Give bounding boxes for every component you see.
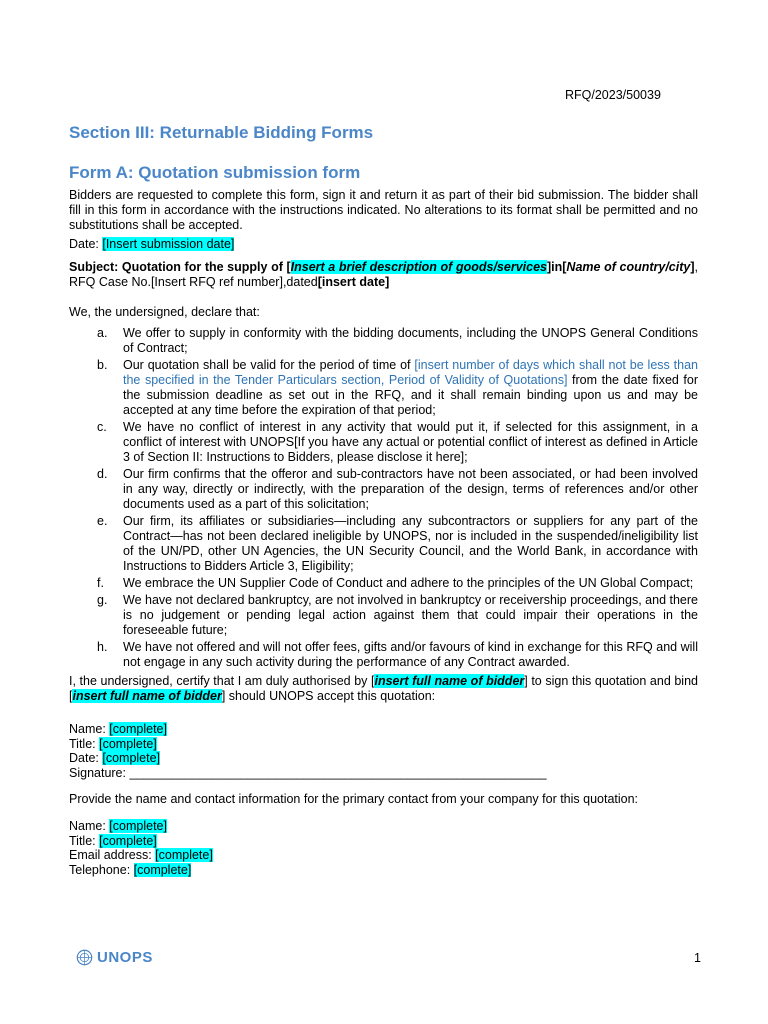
item-text: Our firm confirms that the offeror and sub-contractors have not been associated, or had been involved in any way, directly or indirectly, with the preparation of the design, terms of references and/or other documents used as a part of this solicitation; <box>123 467 698 511</box>
signature-line[interactable]: ____________________________________________________________ <box>129 765 547 780</box>
certify-paragraph <box>69 674 698 704</box>
item-text: We have not declared bankruptcy, are not involved in bankruptcy or receivership proceedings, and there is no judgement or pending legal action against them that could impair their operations in the foreseeable future; <box>123 593 698 637</box>
rfq-reference: RFQ/2023/50039 <box>565 88 661 102</box>
list-item <box>69 514 698 574</box>
certify-text: I, the undersigned, certify that I am duly authorised by [ <box>69 674 375 688</box>
contact-name-label: Name: <box>69 819 110 833</box>
contact-phone-field[interactable]: [complete] <box>133 862 192 877</box>
logo-wordmark: UNOPS <box>97 949 153 966</box>
signer-name-row <box>69 722 698 737</box>
list-item <box>69 593 698 638</box>
intro-paragraph: Bidders are requested to complete this form, sign it and return it as part of their bid submission. The bidder shall fill in this form in accordance with the instructions indicated. No alterations to its format shall be permitted and no substitutions shall be accepted. <box>69 188 698 232</box>
list-item <box>69 576 698 591</box>
form-title: Form A: Quotation submission form <box>69 163 361 182</box>
item-letter: g. <box>97 593 108 607</box>
unops-logo <box>76 949 153 966</box>
list-item <box>69 420 698 465</box>
bidder-name-placeholder[interactable]: insert full name of bidder <box>374 674 525 688</box>
signer-title-field[interactable]: [complete] <box>99 736 157 751</box>
contact-block <box>69 819 698 877</box>
item-letter: e. <box>97 514 108 528</box>
signer-date-field[interactable]: [complete] <box>102 751 161 765</box>
section-title: Section III: Returnable Bidding Forms <box>69 123 374 142</box>
certify-text: ] should UNOPS accept this quotation: <box>221 689 436 703</box>
contact-email-row <box>69 848 698 863</box>
item-text: We have no conflict of interest in any activity that would put it, if selected for this assignment, in a conflict of interest with UNOPS[If you have any actual or potential conflict of interest as defined in Article 3 of Section II: Instructions to Bidders, please disclose it here]; <box>123 420 698 464</box>
contact-name-row <box>69 819 698 834</box>
contact-title-label: Title: <box>69 833 100 848</box>
item-letter: h. <box>97 640 108 654</box>
date-label: Date: <box>69 237 103 251</box>
page-number: 1 <box>694 951 701 965</box>
list-item <box>69 467 698 512</box>
rfq-case-text: , RFQ Case No.[Insert RFQ ref number],dated <box>69 260 698 289</box>
signer-title-row <box>69 737 698 752</box>
item-text: Our firm, its affiliates or subsidiaries—including any subcontractors or suppliers for any part of the Contract—has not been declared ineligible by UNOPS, nor is included in the suspended/ineligibility list of the UN/PD, other UN Agencies, the UN Security Council, and the World Bank, in accordance with Instructions to Bidders Article 3, Eligibility; <box>123 514 698 573</box>
certify-text: ] to sign this quotation and bind [ <box>69 674 698 703</box>
signer-date-label: Date: <box>69 751 103 765</box>
un-emblem-icon <box>76 949 93 966</box>
list-item <box>69 640 698 670</box>
item-text: We have not offered and will not offer fees, gifts and/or favours of kind in exchange for this RFQ and will not engage in any such activity during the performance of any Contract awarded. <box>123 640 698 669</box>
subject-mid: ]in[ <box>546 260 567 274</box>
declare-intro: We, the undersigned, declare that: <box>69 305 260 319</box>
contact-phone-label: Telephone: <box>69 862 134 877</box>
contact-title-row <box>69 834 698 849</box>
validity-days-placeholder[interactable]: [insert number of days which shall not be less than the specified in the Tender Particulars section, Period of Validity of Quotations] <box>123 358 698 387</box>
item-letter: b. <box>97 358 108 372</box>
contact-phone-row <box>69 863 698 878</box>
signature-row <box>69 766 698 781</box>
contact-email-label: Email address: <box>69 848 156 862</box>
contact-intro: Provide the name and contact information for the primary contact from your company for this quotation: <box>69 792 639 806</box>
form-body <box>69 188 698 877</box>
list-item <box>69 326 698 356</box>
signature-label: Signature: <box>69 765 130 780</box>
item-letter: c. <box>97 420 107 434</box>
item-letter: d. <box>97 467 108 481</box>
subject-close: ] <box>690 260 695 274</box>
signer-title-label: Title: <box>69 736 100 751</box>
item-text: We embrace the UN Supplier Code of Conduct and adhere to the principles of the UN Global Compact; <box>123 576 694 590</box>
insert-date-placeholder[interactable]: [insert date] <box>317 275 390 289</box>
signer-name-label: Name: <box>69 722 110 736</box>
list-item <box>69 358 698 418</box>
item-letter: a. <box>97 326 108 340</box>
signer-name-field[interactable]: [complete] <box>109 722 167 736</box>
bidder-name-placeholder[interactable]: insert full name of bidder <box>72 689 222 703</box>
country-placeholder[interactable]: Name of country/city <box>566 260 691 274</box>
subject-line <box>69 260 698 290</box>
item-text: We offer to supply in conformity with the bidding documents, including the UNOPS General Conditions of Contract; <box>123 326 698 355</box>
goods-description-placeholder[interactable]: Insert a brief description of goods/services <box>290 260 547 274</box>
signer-date-row <box>69 751 698 766</box>
contact-title-field[interactable]: [complete] <box>99 833 157 848</box>
contact-name-field[interactable]: [complete] <box>109 819 167 833</box>
signer-block <box>69 722 698 780</box>
contact-email-field[interactable]: [complete] <box>155 848 213 862</box>
date-line <box>69 237 698 252</box>
item-letter: f. <box>97 576 104 590</box>
item-text: Our quotation shall be valid for the period of time of <box>123 358 415 372</box>
date-placeholder[interactable]: [Insert submission date] <box>102 237 235 251</box>
declaration-list <box>69 326 698 670</box>
item-text: from the date fixed for the submission deadline as set out in the RFQ, and it shall remain binding upon us and may be accepted at any time before the expiration of that period; <box>123 373 699 417</box>
subject-prefix: Subject: Quotation for the supply of [ <box>69 260 291 274</box>
